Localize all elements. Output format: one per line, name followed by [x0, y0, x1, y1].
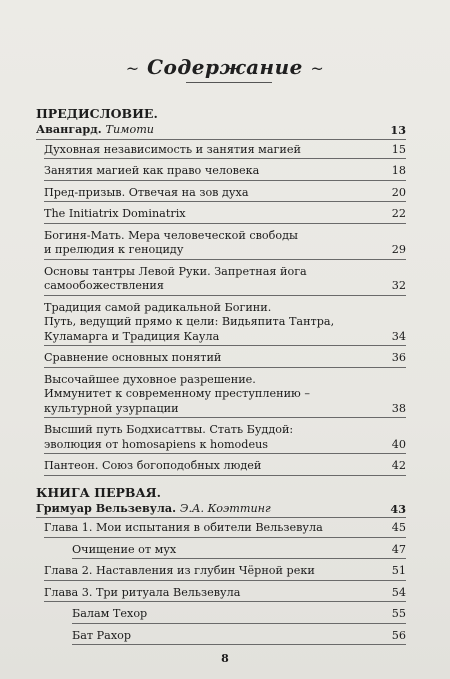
entry-line: Высший путь Бодхисаттвы. Стать Буддой:	[44, 423, 294, 436]
toc-entry[interactable]	[44, 423, 406, 454]
entry-line: Иммунитет к современному преступлению –	[44, 387, 310, 400]
entry-page-number: 56	[391, 628, 406, 642]
toc-entry[interactable]	[44, 207, 406, 224]
entry-page-number: 13	[390, 123, 406, 137]
entry-page-number: 55	[391, 607, 406, 620]
entry-title: Авангард.	[36, 122, 102, 136]
toc-entry[interactable]	[44, 373, 406, 419]
entry-author: Тимоти	[105, 123, 155, 136]
toc-entry[interactable]	[44, 164, 406, 181]
toc-entry[interactable]	[44, 564, 406, 581]
entry-page-number: 32	[391, 279, 406, 292]
entry-line: самообожествления	[44, 279, 164, 292]
entry-page-number: 42	[391, 459, 406, 472]
entry-page-number: 29	[391, 243, 406, 256]
entry-line: культурной узурпации	[44, 401, 179, 415]
entry-line: эволюция от homosapiens к homodeus	[44, 437, 269, 451]
toc-entry[interactable]	[44, 586, 406, 603]
toc-entry[interactable]	[44, 459, 406, 476]
section-heading: ПРЕДИСЛОВИЕ.	[36, 106, 158, 121]
entry-page-number: 20	[391, 185, 406, 199]
page-title: ~ Содержание ~	[125, 55, 325, 79]
entry-line: Бат Рахор	[72, 628, 132, 642]
toc-entry[interactable]	[72, 629, 406, 646]
toc-entry[interactable]	[44, 186, 406, 203]
toc-entry[interactable]	[44, 301, 406, 347]
entry-line: Занятия магией как право человека	[44, 164, 260, 177]
toc-entry[interactable]	[72, 607, 406, 624]
toc-entry[interactable]	[44, 521, 406, 538]
entry-line: Основы тантры Левой Руки. Запретная йога	[44, 264, 307, 278]
entry-page-number: 36	[391, 351, 406, 364]
entry-line: Богиня-Мать. Мера человеческой свободы	[44, 228, 298, 242]
toc-entry[interactable]	[44, 229, 406, 260]
toc-main-entry[interactable]	[36, 122, 406, 140]
entry-page-number: 51	[391, 564, 406, 577]
entry-line: Пред-призыв. Отвечая на зов духа	[44, 185, 249, 199]
entry-author: Э.А. Коэттинг	[179, 501, 271, 515]
entry-page-number: 15	[391, 142, 406, 156]
entry-line: Куламарга и Традиция Каула	[44, 329, 220, 343]
title-text: Содержание	[147, 55, 303, 79]
entry-line: Глава 2. Наставления из глубин Чёрной реки	[44, 564, 315, 577]
entry-line: Традиция самой радикальной Богини.	[44, 300, 272, 314]
entry-line: Сравнение основных понятий	[44, 351, 222, 364]
toc-entry[interactable]	[44, 143, 406, 160]
entry-line: Балам Техор	[72, 607, 148, 620]
toc-entry[interactable]	[44, 351, 406, 368]
toc-entry[interactable]	[44, 265, 406, 296]
entry-line: Глава 1. Мои испытания в обители Вельзевула	[44, 521, 323, 534]
entry-page-number: 43	[390, 501, 406, 516]
entry-line: Пантеон. Союз богоподобных людей	[44, 459, 262, 472]
entry-line: и прелюдия к геноциду	[44, 243, 184, 256]
entry-title: Гримуар Вельзевула.	[36, 500, 176, 515]
table-of-contents	[36, 106, 406, 650]
section-heading: КНИГА ПЕРВАЯ.	[36, 484, 162, 500]
entry-line: The Initiatrix Dominatrix	[44, 207, 186, 220]
entry-line: Путь, ведущий прямо к цели: Видьяпита Тантра,	[44, 315, 335, 328]
entry-page-number: 38	[391, 401, 406, 415]
entry-page-number: 54	[391, 585, 406, 599]
entry-page-number: 47	[391, 542, 406, 556]
entry-page-number: 45	[391, 521, 406, 534]
entry-page-number: 34	[391, 329, 406, 343]
entry-page-number: 18	[391, 164, 406, 177]
entry-line: Глава 3. Три ритуала Вельзевула	[44, 585, 241, 599]
toc-main-entry[interactable]	[36, 501, 406, 519]
entry-line: Высочайшее духовное разрешение.	[44, 372, 256, 386]
entry-line: Духовная независимость и занятия магией	[44, 142, 301, 156]
entry-line: Очищение от мух	[72, 542, 177, 556]
toc-entry[interactable]	[72, 543, 406, 560]
page-number: 8	[221, 652, 229, 665]
entry-page-number: 22	[391, 207, 406, 220]
entry-page-number: 40	[391, 437, 406, 451]
title-underline	[186, 82, 272, 83]
